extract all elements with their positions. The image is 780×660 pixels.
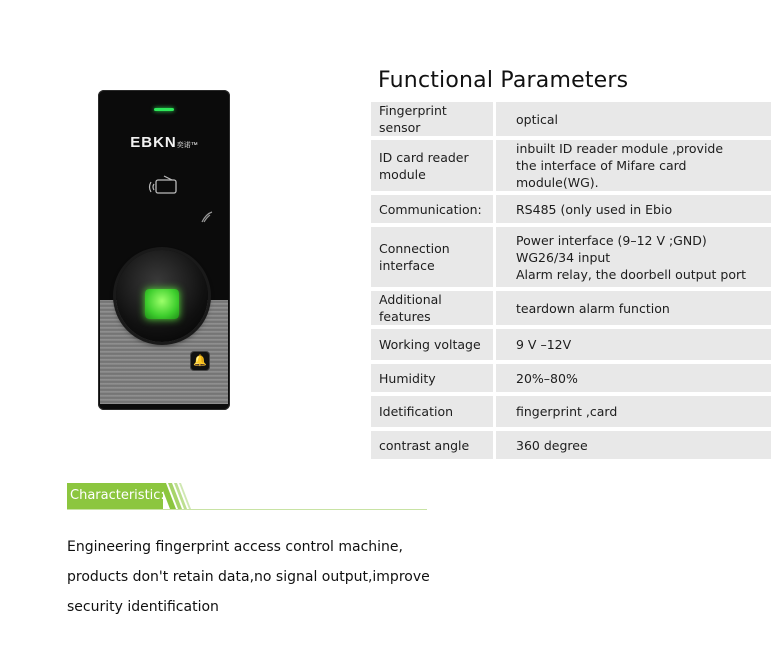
param-value-line: Alarm relay, the doorbell output port — [516, 266, 747, 282]
characteristic-stripes — [160, 483, 200, 509]
card-tap-icon — [148, 174, 182, 196]
brand-sub: 奕诺™ — [176, 142, 198, 149]
param-value — [496, 329, 771, 360]
param-label: Additional features — [371, 291, 496, 325]
param-label: Idetification — [371, 396, 496, 427]
param-row — [371, 102, 771, 136]
param-value-line: 20%–80% — [516, 370, 578, 386]
param-value — [496, 102, 771, 136]
characteristic-line: products don't retain data,no signal output,improve — [67, 569, 430, 585]
param-value-line: WG26/34 input — [516, 249, 611, 265]
param-label: Working voltage — [371, 329, 496, 360]
param-label: contrast angle — [371, 431, 496, 459]
param-row — [371, 431, 771, 459]
fingerprint-device-image — [98, 90, 230, 410]
param-value — [496, 195, 771, 223]
param-label: Humidity — [371, 364, 496, 392]
param-value-line: Power interface (9–12 V ;GND) — [516, 232, 707, 248]
param-value-line: inbuilt ID reader module ,provide — [516, 141, 724, 156]
status-led — [154, 108, 174, 111]
param-label: Connection interface — [371, 227, 496, 287]
param-value — [496, 227, 771, 287]
param-label: Fingerprint sensor — [371, 102, 496, 136]
params-table — [371, 98, 771, 463]
param-value-line: RS485 (only used in Ebio — [516, 201, 673, 217]
param-value — [496, 396, 771, 427]
characteristic-underline — [67, 509, 427, 510]
fingerprint-sensor-pad — [145, 289, 179, 319]
param-row — [371, 396, 771, 427]
nfc-icon — [200, 210, 214, 224]
characteristic-tag: Characteristic: — [67, 483, 163, 509]
characteristic-line: security identification — [67, 599, 219, 615]
param-label: Communication: — [371, 195, 496, 223]
param-row — [371, 140, 771, 191]
characteristic-line: Engineering fingerprint access control machine, — [67, 539, 403, 555]
doorbell-icon: 🔔 — [191, 352, 209, 370]
brand-name: EBKN — [130, 134, 177, 151]
param-row — [371, 227, 771, 287]
param-value-line: teardown alarm function — [516, 300, 670, 316]
param-row — [371, 329, 771, 360]
param-value-line: 9 V –12V — [516, 337, 572, 352]
param-value-line: 360 degree — [516, 437, 588, 453]
param-value — [496, 364, 771, 392]
param-row — [371, 291, 771, 325]
param-value — [496, 431, 771, 459]
param-value — [496, 140, 771, 191]
param-row — [371, 195, 771, 223]
param-value-line: optical — [516, 111, 558, 127]
param-value — [496, 291, 771, 325]
characteristic-text — [67, 532, 567, 622]
params-title: Functional Parameters — [378, 68, 629, 93]
param-value-line: the interface of Mifare card module(WG). — [516, 158, 687, 190]
param-row — [371, 364, 771, 392]
device-brand — [98, 134, 230, 151]
param-label: ID card reader module — [371, 140, 496, 191]
param-value-line: fingerprint ,card — [516, 404, 618, 419]
